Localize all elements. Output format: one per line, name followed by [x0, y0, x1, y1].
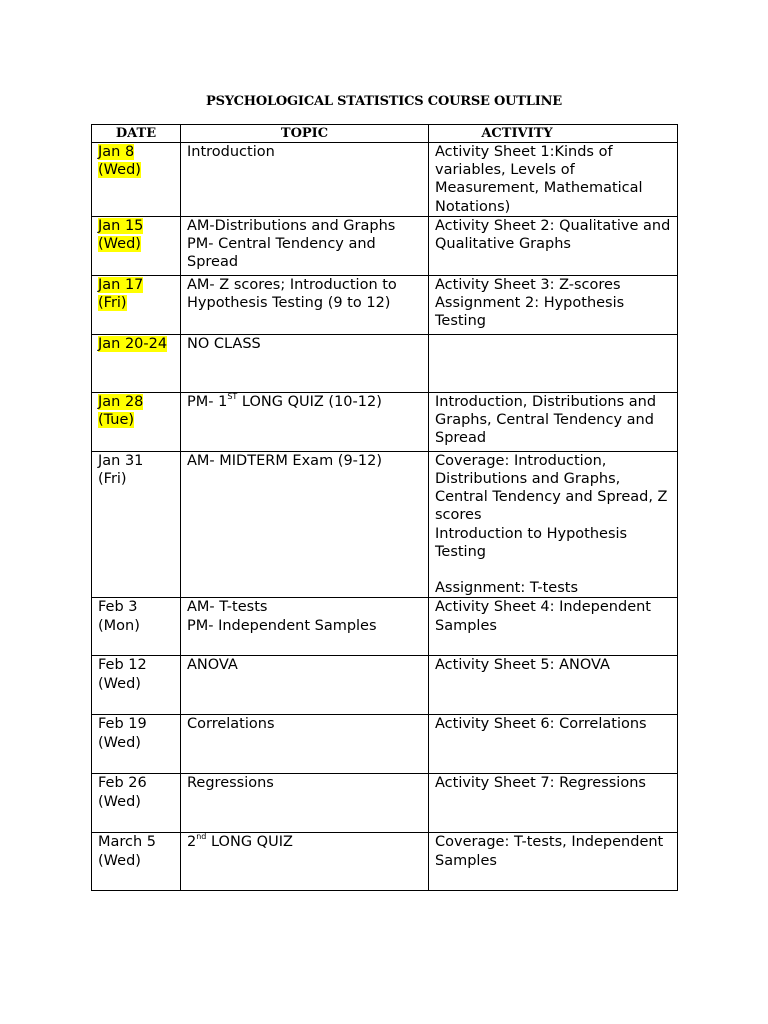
header-topic: TOPIC — [181, 125, 429, 143]
topic-text — [187, 393, 422, 411]
topic-text: ANOVA — [187, 657, 238, 674]
activity-text: Coverage: Introduction, Distributions and Graphs, Central Tendency and Spread, Z scores Introduction to Hypothesis Testing Assignment: T-tests — [435, 452, 668, 597]
date-cell — [92, 143, 181, 217]
date-text: Jan 8 (Wed) — [98, 144, 141, 179]
table-row — [92, 143, 678, 217]
date-text: Jan 15 (Wed) — [98, 217, 144, 253]
ordinal-superscript: nd — [196, 832, 207, 842]
table-row — [92, 275, 678, 334]
activity-text: Activity Sheet 4: Independent Samples — [435, 599, 651, 634]
table-row — [92, 774, 678, 833]
topic-cell — [181, 774, 429, 833]
activity-text: Activity Sheet 2: Qualitative and Qualitative Graphs — [435, 217, 671, 253]
topic-cell — [181, 451, 429, 598]
date-text: Jan 28 (Tue) — [98, 393, 144, 429]
ordinal-superscript: ST — [227, 391, 238, 401]
activity-cell — [429, 334, 678, 392]
date-cell — [92, 216, 181, 275]
topic-text-before-superscript: 2 — [187, 834, 197, 851]
header-activity: ACTIVITY — [429, 125, 678, 143]
date-text: Feb 3 (Mon) — [98, 599, 140, 634]
document-title: PSYCHOLOGICAL STATISTICS COURSE OUTLINE — [206, 94, 562, 109]
activity-cell — [429, 275, 678, 334]
activity-text: Activity Sheet 5: ANOVA — [435, 657, 610, 674]
activity-cell — [429, 451, 678, 598]
topic-cell — [181, 216, 429, 275]
topic-text-after-superscript: LONG QUIZ — [206, 834, 293, 851]
topic-cell — [181, 275, 429, 334]
date-cell — [92, 451, 181, 598]
topic-cell — [181, 334, 429, 392]
date-cell — [92, 392, 181, 451]
date-cell — [92, 334, 181, 392]
activity-text: Coverage: T-tests, Independent Samples — [435, 834, 664, 869]
table-row — [92, 334, 678, 392]
date-cell — [92, 774, 181, 833]
table-row — [92, 216, 678, 275]
table-row — [92, 715, 678, 774]
topic-text-before-superscript: PM- 1 — [187, 393, 228, 410]
activity-text: Activity Sheet 1:Kinds of variables, Levels of Measurement, Mathematical Notations) — [435, 144, 643, 215]
topic-cell — [181, 143, 429, 217]
activity-text: Introduction, Distributions and Graphs, Central Tendency and Spread — [435, 393, 657, 447]
activity-text: Activity Sheet 3: Z-scores Assignment 2: Hypothesis Testing — [435, 276, 625, 330]
date-text: Feb 26 (Wed) — [98, 775, 147, 810]
date-text: Jan 20-24 — [98, 335, 168, 352]
table-row — [92, 451, 678, 598]
topic-text: NO CLASS — [187, 335, 261, 352]
topic-cell — [181, 656, 429, 715]
topic-text: Correlations — [187, 716, 275, 733]
topic-text: AM- T-tests PM- Independent Samples — [187, 599, 377, 634]
date-text: Jan 31 (Fri) — [98, 452, 144, 488]
table-row — [92, 598, 678, 656]
header-date: DATE — [92, 125, 181, 143]
topic-text: AM-Distributions and Graphs PM- Central Tendency and Spread — [187, 217, 396, 271]
topic-cell — [181, 715, 429, 774]
activity-text: Activity Sheet 7: Regressions — [435, 775, 646, 792]
date-cell — [92, 598, 181, 656]
date-cell — [92, 833, 181, 891]
activity-text: Activity Sheet 6: Correlations — [435, 716, 647, 733]
topic-cell — [181, 598, 429, 656]
activity-cell — [429, 392, 678, 451]
date-cell — [92, 715, 181, 774]
course-outline-table — [91, 124, 678, 891]
topic-text: AM- MIDTERM Exam (9-12) — [187, 452, 383, 469]
date-cell — [92, 656, 181, 715]
activity-cell — [429, 715, 678, 774]
activity-cell — [429, 833, 678, 891]
topic-text: Introduction — [187, 144, 275, 160]
activity-cell — [429, 774, 678, 833]
topic-text: AM- Z scores; Introduction to Hypothesis Testing (9 to 12) — [187, 276, 397, 312]
activity-cell — [429, 143, 678, 217]
activity-cell — [429, 216, 678, 275]
activity-cell — [429, 598, 678, 656]
table-row — [92, 656, 678, 715]
topic-cell — [181, 833, 429, 891]
date-text: Feb 19 (Wed) — [98, 716, 147, 751]
topic-text — [187, 833, 422, 851]
table-row — [92, 392, 678, 451]
activity-cell — [429, 656, 678, 715]
topic-text: Regressions — [187, 775, 274, 792]
topic-cell — [181, 392, 429, 451]
date-text: March 5 (Wed) — [98, 834, 157, 869]
date-text: Jan 17 (Fri) — [98, 276, 144, 312]
table-row — [92, 833, 678, 891]
table-header-row — [92, 125, 678, 143]
date-cell — [92, 275, 181, 334]
topic-text-after-superscript: LONG QUIZ (10-12) — [237, 393, 382, 410]
date-text: Feb 12 (Wed) — [98, 657, 147, 692]
